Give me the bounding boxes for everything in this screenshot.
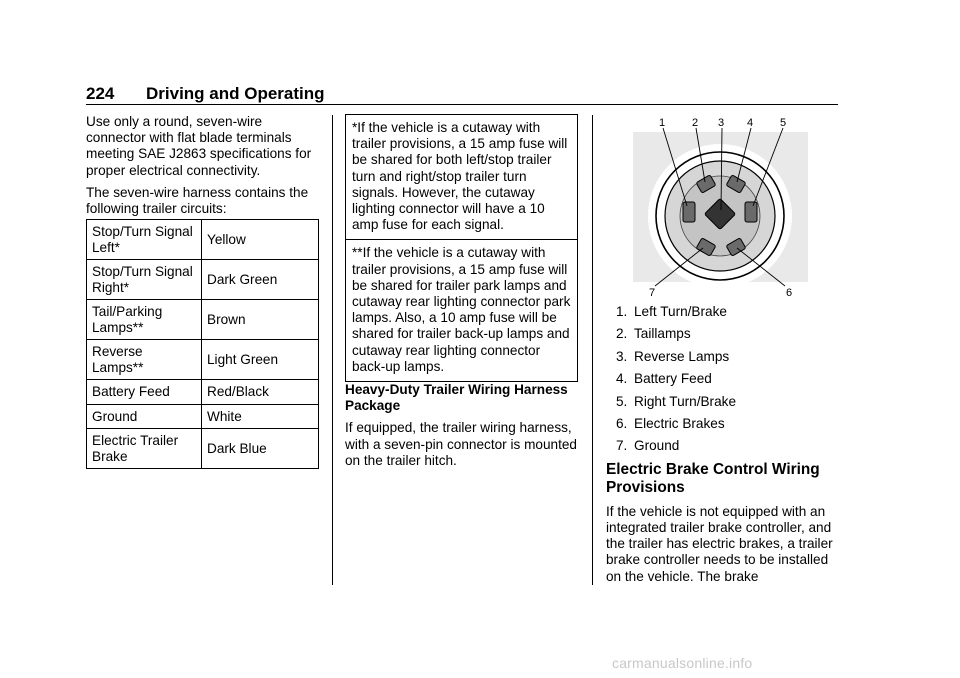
table-row xyxy=(87,260,319,300)
pin-5-icon xyxy=(745,202,757,222)
circuit-cell: Reverse Lamps** xyxy=(87,340,202,380)
circuit-cell: Electric Trailer Brake xyxy=(87,429,202,469)
table-row xyxy=(87,300,319,340)
circuit-cell: Ground xyxy=(87,404,202,429)
fuse-notes-box xyxy=(345,114,578,382)
list-item: 4. Battery Feed xyxy=(616,371,712,387)
column-1 xyxy=(86,114,322,469)
list-item: 7. Ground xyxy=(616,438,680,454)
diagram-label-6: 6 xyxy=(786,287,793,299)
column-2 xyxy=(345,114,581,475)
seven-pin-connector-diagram xyxy=(633,114,808,304)
circuit-cell: Battery Feed xyxy=(87,380,202,405)
header-rule xyxy=(86,104,838,105)
harness-paragraph: The seven-wire harness contains the following trailer circuits: xyxy=(86,184,309,217)
column-divider-1 xyxy=(332,115,333,585)
watermark: carmanualsonline.info xyxy=(612,655,753,671)
table-row xyxy=(87,380,319,405)
harness-package-heading: Heavy-Duty Trailer Wiring Harness Package xyxy=(345,382,568,414)
page-number: 224 xyxy=(86,84,115,103)
wire-color-cell: Yellow xyxy=(202,220,319,260)
wire-color-cell: White xyxy=(202,404,319,429)
brake-control-heading: Electric Brake Control Wiring Provisions xyxy=(606,460,820,496)
diagram-label-3: 3 xyxy=(718,117,725,129)
table-row xyxy=(87,429,319,469)
diagram-label-1: 1 xyxy=(659,117,666,129)
harness-package-paragraph: If equipped, the trailer wiring harness, with a seven-pin connector is mounted on the trailer hitch. xyxy=(345,420,577,468)
diagram-label-4: 4 xyxy=(747,117,754,129)
wire-color-cell: Dark Blue xyxy=(202,429,319,469)
list-item: 1. Left Turn/Brake xyxy=(616,304,727,319)
cutaway-note-1: *If the vehicle is a cutaway with trailer provisions, a 15 amp fuse will be shared for both left/stop trailer turn and right/stop trailer turn signals. However, the cutaway lighting connector will have a 10 amp fuse for each signal. xyxy=(352,120,568,233)
list-item: 6. Electric Brakes xyxy=(616,415,725,431)
list-item: 2. Taillamps xyxy=(616,326,691,342)
circuit-table xyxy=(86,219,319,469)
list-item: 5. Right Turn/Brake xyxy=(616,393,736,409)
wire-color-cell: Dark Green xyxy=(202,260,319,300)
pin-1-icon xyxy=(683,202,695,222)
brake-control-paragraph: If the vehicle is not equipped with an integrated trailer brake controller, and the trailer has electric brakes, a trailer brake controller needs to be installed on the vehicle. The brake xyxy=(606,503,833,584)
wire-color-cell: Red/Black xyxy=(202,380,319,405)
diagram-label-2: 2 xyxy=(692,117,699,129)
list-item: 3. Reverse Lamps xyxy=(616,348,730,364)
intro-paragraph: Use only a round, seven-wire connector with flat blade terminals meeting SAE J2863 specifications for proper electrical connectivity. xyxy=(86,114,312,178)
table-row xyxy=(87,404,319,429)
column-divider-2 xyxy=(592,115,593,585)
circuit-cell: Tail/Parking Lamps** xyxy=(87,300,202,340)
cutaway-note-2: **If the vehicle is a cutaway with trailer provisions, a 15 amp fuse will be shared for trailer park lamps and cutaway rear lighting connector park lamps. Also, a 10 amp fuse will be shared for trailer back-up lamps and cutaway rear lighting connector back-up lamps. xyxy=(346,239,577,381)
wire-color-cell: Light Green xyxy=(202,340,319,380)
table-row xyxy=(87,340,319,380)
column-3 xyxy=(606,304,840,585)
pin-legend xyxy=(606,304,840,455)
wire-color-cell: Brown xyxy=(202,300,319,340)
circuit-cell: Stop/Turn Signal Right* xyxy=(87,260,202,300)
circuit-cell: Stop/Turn Signal Left* xyxy=(87,220,202,260)
diagram-label-5: 5 xyxy=(780,117,787,129)
diagram-label-7: 7 xyxy=(649,287,656,299)
section-title-header: Driving and Operating xyxy=(146,84,325,103)
table-row xyxy=(87,220,319,260)
